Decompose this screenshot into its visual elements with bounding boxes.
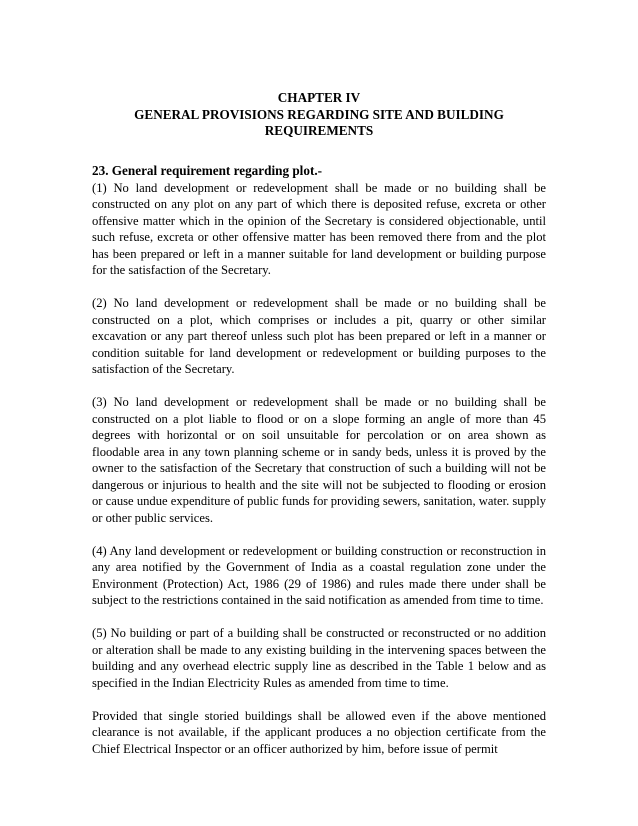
paragraph-2: (2) No land development or redevelopment shall be made or no building shall be constructed on a plot, which comprises or includes a pit, quarry or other similar excavation or any part thereof unless such plot has been prepared or left in a manner or condition suitable for land development or redevelopment or building purposes to the satisfaction of the Secretary.: [92, 296, 546, 376]
paragraph-3: (3) No land development or redevelopment shall be made or no building shall be constructed on a plot liable to flood or on a slope forming an angle of more than 45 degrees with horizontal or on soil unsuitable for percolation or on area shown as floodable area in any town planning scheme or in sandy beds, unless it is proved by the owner to the satisfaction of the Secretary that construction of such a building will not be dangerous or injurious to health and the site will not be subjected to flooding or erosion or cause undue expenditure of public funds for providing sewers, sanitation, water. supply or other public services.: [92, 395, 546, 525]
chapter-title-line-1: GENERAL PROVISIONS REGARDING SITE AND BUILDING: [134, 106, 504, 122]
chapter-number: CHAPTER IV: [277, 90, 361, 105]
section-heading: 23. General requirement regarding plot.-: [92, 163, 323, 178]
chapter-title-line-2: REQUIREMENTS: [264, 123, 374, 138]
chapter-heading: [92, 90, 546, 140]
paragraph-4: (4) Any land development or redevelopment or building construction or reconstruction in any area notified by the Government of India as a coastal regulation zone under the Environment (Protection) Act, 1986 (29 of 1986) and rules made there under shall be subject to the restrictions contained in the said notification as amended from time to time.: [92, 543, 546, 607]
paragraph-proviso: Provided that single storied buildings shall be allowed even if the above mentioned clearance is not available, if the applicant produces a no objection certificate from the Chief Electrical Inspector or an officer authorized by him, before issue of permit: [92, 708, 546, 756]
paragraph-1: (1) No land development or redevelopment shall be made or no building shall be constructed on any plot on any part of which there is deposited refuse, excreta or other offensive matter which in the opinion of the Secretary is considered objectionable, until such refuse, excreta or other offensive matter has been removed there from and the plot has been prepared or left in a manner suitable for land development or building purpose for the satisfaction of the Secretary.: [92, 180, 546, 277]
paragraph-5: (5) No building or part of a building shall be constructed or reconstructed or no addition or alteration shall be made to any existing building in the intervening spaces between the building and any overhead electric supply line as described in the Table 1 below and as specified in the Indian Electricity Rules as amended from time to time.: [92, 626, 546, 690]
document-body: [92, 163, 546, 757]
